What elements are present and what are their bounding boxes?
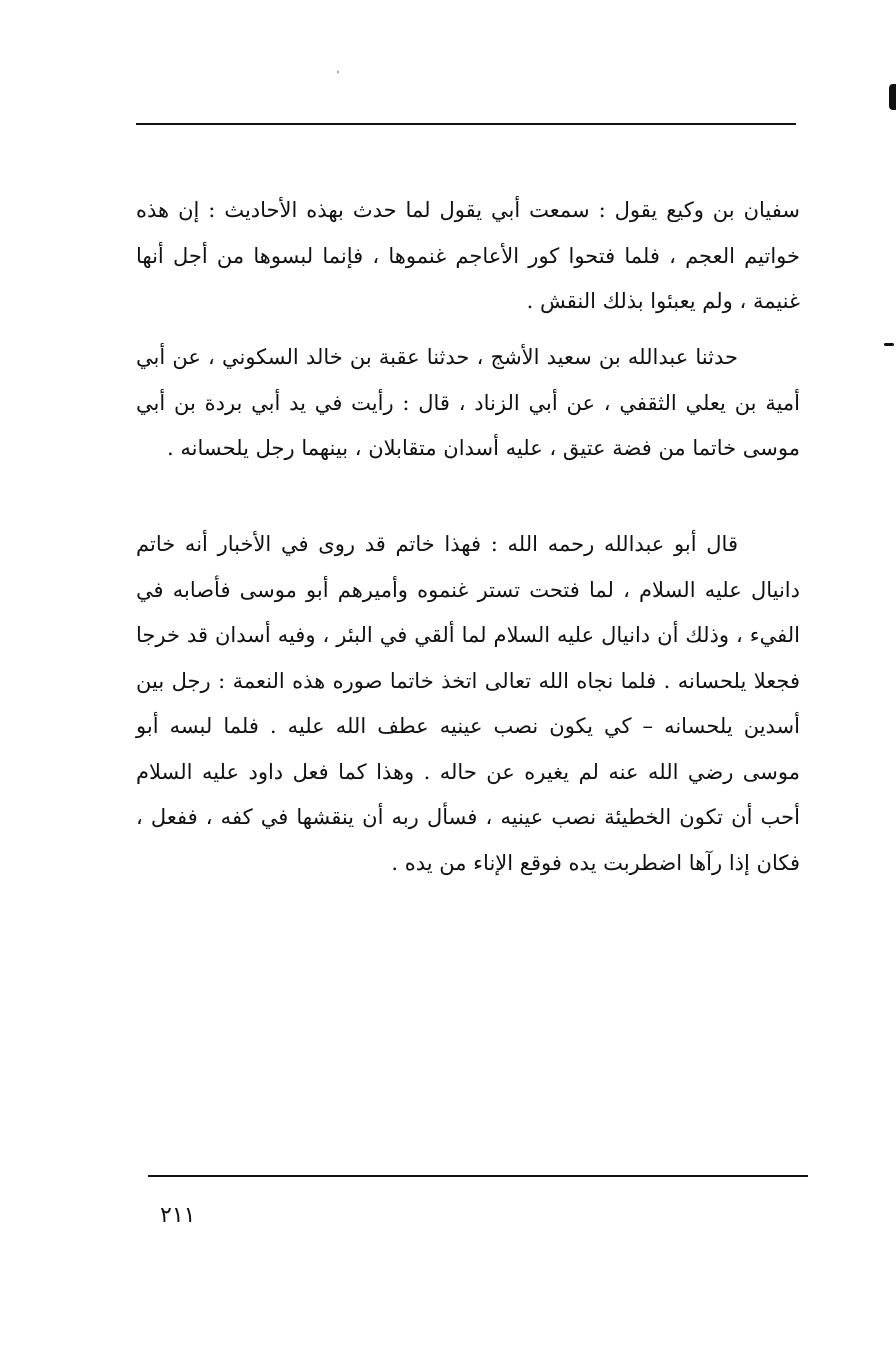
paragraph-1: سفيان بن وكيع يقول : سمعت أبي يقول لما حدث بهذه الأحاديث : إن هذه خواتيم العجم ، فلما فتحوا كور الأعاجم غنموها ، فإنما لبسوها من أجل أنها غنيمة ، ولم يعبئوا بذلك النقش .: [136, 198, 801, 313]
scan-edge-mark: [884, 343, 894, 346]
paragraph-2: حدثنا عبدالله بن سعيد الأشج ، حدثنا عقبة بن خالد السكوني ، عن أبي أمية بن يعلي الثقفي ، عن أبي الزناد ، قال : رأيت في يد أبي بردة بن أبي موسى خاتما من فضة عتيق ، عليه أسدان متقابلان ، بينهما رجل يلحسانه .: [136, 345, 800, 460]
page-number: ٢١١: [160, 1203, 196, 1228]
paragraph-3: قال أبو عبدالله رحمه الله : فهذا خاتم قد روى في الأخبار أنه خاتم دانيال عليه السلام ، لما فتحت تستر غنموه وأميرهم أبو موسى فأصابه في الفيء ، وذلك أن دانيال عليه السلام لما ألقي في البئر ، وفيه أسدان قد خرجا فجعلا يلحسانه . فلما نجاه الله تعالى اتخذ خاتما صوره هذه النعمة : رجل بين أسدين يلحسانه – كي يكون نصب عينيه عطف الله عليه . فلما لبسه أبو موسى رضي الله عنه لم يغيره عن حاله . وهذا كما فعل داود عليه السلام أحب أن تكون الخطيئة نصب عينيه ، فسأل ربه أن ينقشها في كفه ، ففعل ، فكان إذا رآها اضطربت يده فوقع الإناء من يده .: [136, 532, 800, 875]
scan-edge-mark: [889, 84, 896, 110]
footer-rule: [148, 1175, 808, 1177]
scan-speck: [337, 71, 339, 73]
header-rule: [136, 123, 796, 125]
